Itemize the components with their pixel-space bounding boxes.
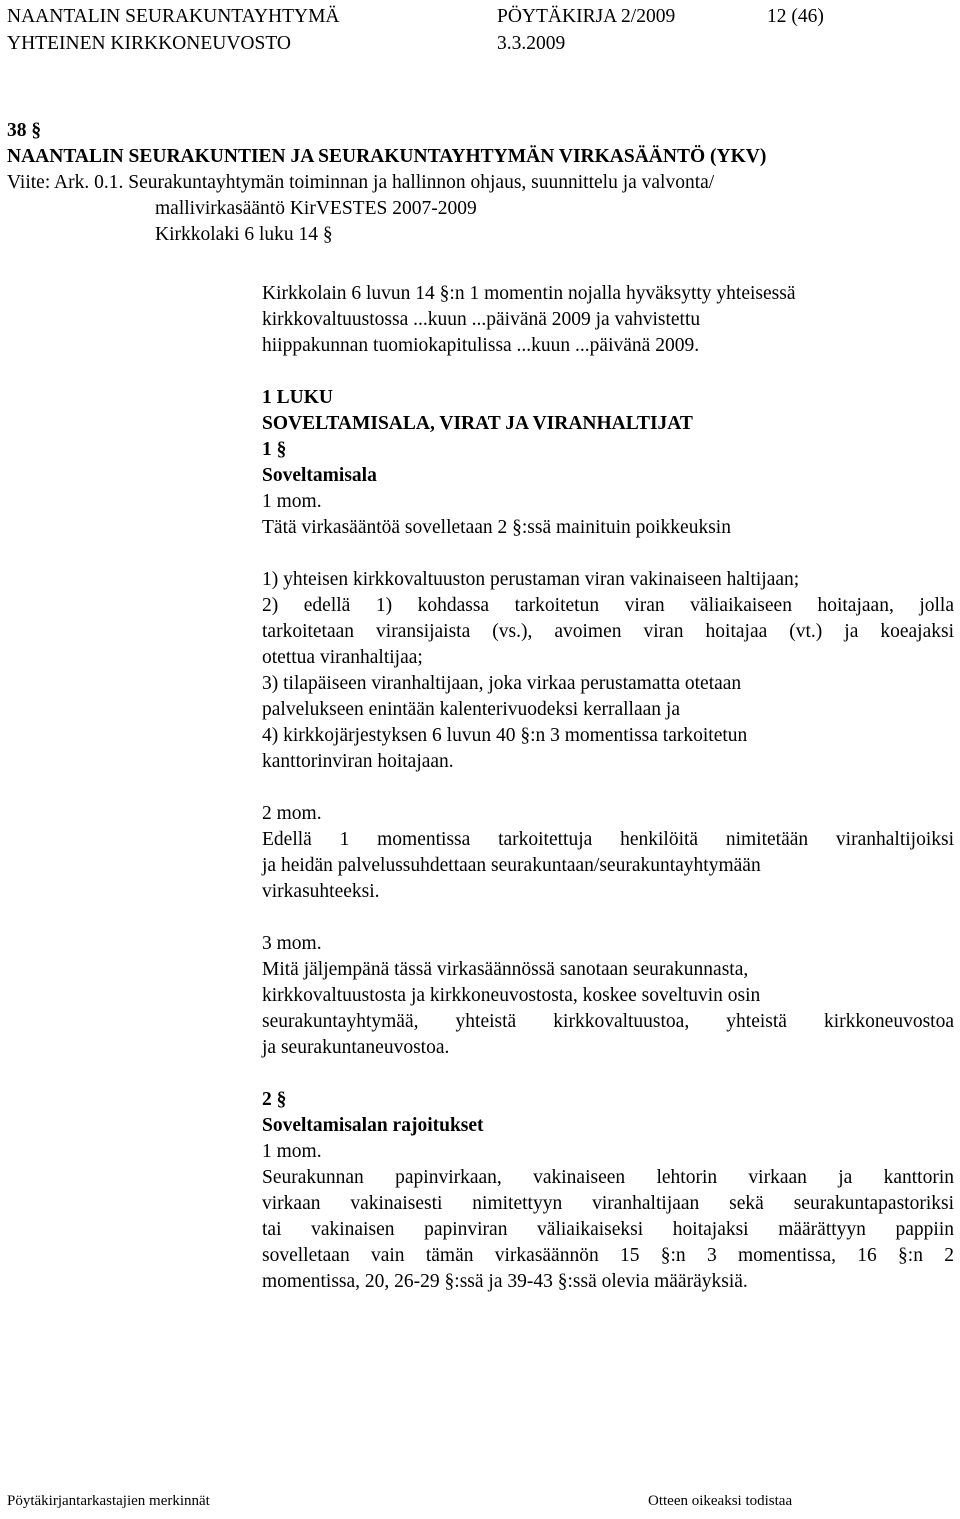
moment-3-line: ja seurakuntaneuvostoa. (262, 1037, 450, 1058)
intro-line: kirkkovaltuustossa ...kuun ...päivänä 2009 ja vahvistettu (262, 309, 701, 330)
section-number: 38 § (7, 120, 42, 141)
list-item: 2) edellä 1) kohdassa tarkoitetun viran väliaikaiseen hoitajaan, jolla (262, 595, 954, 616)
chapter-title: SOVELTAMISALA, VIRAT JA VIRANHALTIJAT (262, 413, 693, 434)
moment-3-label: 3 mom. (262, 933, 322, 954)
list-item: 4) kirkkojärjestyksen 6 luvun 40 §:n 3 momentissa tarkoitetun (262, 725, 748, 746)
list-item: otettua viranhaltijaa; (262, 647, 423, 668)
list-item: tarkoitetaan viransijaista (vs.), avoimen viran hoitajaa (vt.) ja koeajaksi (262, 621, 954, 642)
moment-1-label: 1 mom. (262, 491, 322, 512)
list-item: 3) tilapäiseen viranhaltijaan, joka virkaa perustamatta otetaan (262, 673, 742, 694)
moment-2-label: 2 mom. (262, 803, 322, 824)
chapter-number: 1 LUKU (262, 387, 333, 408)
intro-line: hiippakunnan tuomiokapitulissa ...kuun ...päivänä 2009. (262, 335, 700, 356)
section-title: NAANTALIN SEURAKUNTIEN JA SEURAKUNTAYHTYMÄN VIRKASÄÄNTÖ (YKV) (7, 146, 767, 167)
moment-2-line: ja heidän palvelussuhdettaan seurakuntaan/seurakuntayhtymään (262, 855, 761, 876)
footer-certified-copy: Otteen oikeaksi todistaa (648, 1493, 793, 1509)
paragraph-2-moment-1-label: 1 mom. (262, 1141, 322, 1162)
paragraph-2-line: tai vakinaisen papinviran väliaikaiseksi hoitajaksi määrättyyn pappiin (262, 1219, 954, 1240)
intro-line: Kirkkolain 6 luvun 14 §:n 1 momentin nojalla hyväksytty yhteisessä (262, 283, 796, 304)
footer-inspectors-notes: Pöytäkirjantarkastajien merkinnät (7, 1493, 210, 1509)
header-doc-type: PÖYTÄKIRJA 2/2009 (497, 6, 676, 27)
paragraph-2-line: momentissa, 20, 26-29 §:ssä ja 39-43 §:ssä olevia määräyksiä. (262, 1271, 748, 1292)
list-item: kanttorinviran hoitajaan. (262, 751, 454, 772)
reference-line-2: mallivirkasääntö KirVESTES 2007-2009 (155, 198, 477, 219)
header-page-number: 12 (46) (767, 6, 824, 27)
header-body-name: YHTEINEN KIRKKONEUVOSTO (7, 33, 291, 54)
paragraph-2-number: 2 § (262, 1089, 287, 1110)
paragraph-2-title: Soveltamisalan rajoitukset (262, 1115, 484, 1136)
paragraph-1-title: Soveltamisala (262, 465, 377, 486)
moment-3-line: Mitä jäljempänä tässä virkasäännössä sanotaan seurakunnasta, (262, 959, 749, 980)
body-column (262, 281, 954, 1295)
moment-2-line: Edellä 1 momentissa tarkoitettuja henkilöitä nimitetään viranhaltijoiksi (262, 829, 954, 850)
scope-list (262, 567, 954, 775)
moment-1-text: Tätä virkasääntöä sovelletaan 2 §:ssä mainituin poikkeuksin (262, 517, 731, 538)
list-item: palvelukseen enintään kalenterivuodeksi kerrallaan ja (262, 699, 680, 720)
paragraph-2-line: Seurakunnan papinvirkaan, vakinaiseen lehtorin virkaan ja kanttorin (262, 1167, 954, 1188)
reference-line-3: Kirkkolaki 6 luku 14 § (155, 224, 333, 245)
moment-2-line: virkasuhteeksi. (262, 881, 380, 902)
intro-block (262, 281, 954, 359)
list-item: 1) yhteisen kirkkovaltuuston perustaman viran vakinaiseen haltijaan; (262, 569, 800, 590)
header-date: 3.3.2009 (497, 33, 566, 54)
header-organization: NAANTALIN SEURAKUNTAYHTYMÄ (7, 6, 340, 27)
paragraph-2-line: sovelletaan vain tämän virkasäännön 15 §:n 3 momentissa, 16 §:n 2 (262, 1245, 954, 1266)
moment-3-line: kirkkovaltuustosta ja kirkkoneuvostosta, koskee soveltuvin osin (262, 985, 761, 1006)
paragraph-1-number: 1 § (262, 439, 287, 460)
reference-line-1: Viite: Ark. 0.1. Seurakuntayhtymän toiminnan ja hallinnon ohjaus, suunnittelu ja valvonta/ (7, 172, 715, 193)
moment-3-line: seurakuntayhtymää, yhteistä kirkkovaltuustoa, yhteistä kirkkoneuvostoa (262, 1011, 954, 1032)
paragraph-2-line: virkaan vakinaisesti nimitettyyn viranhaltijaan sekä seurakuntapastoriksi (262, 1193, 954, 1214)
